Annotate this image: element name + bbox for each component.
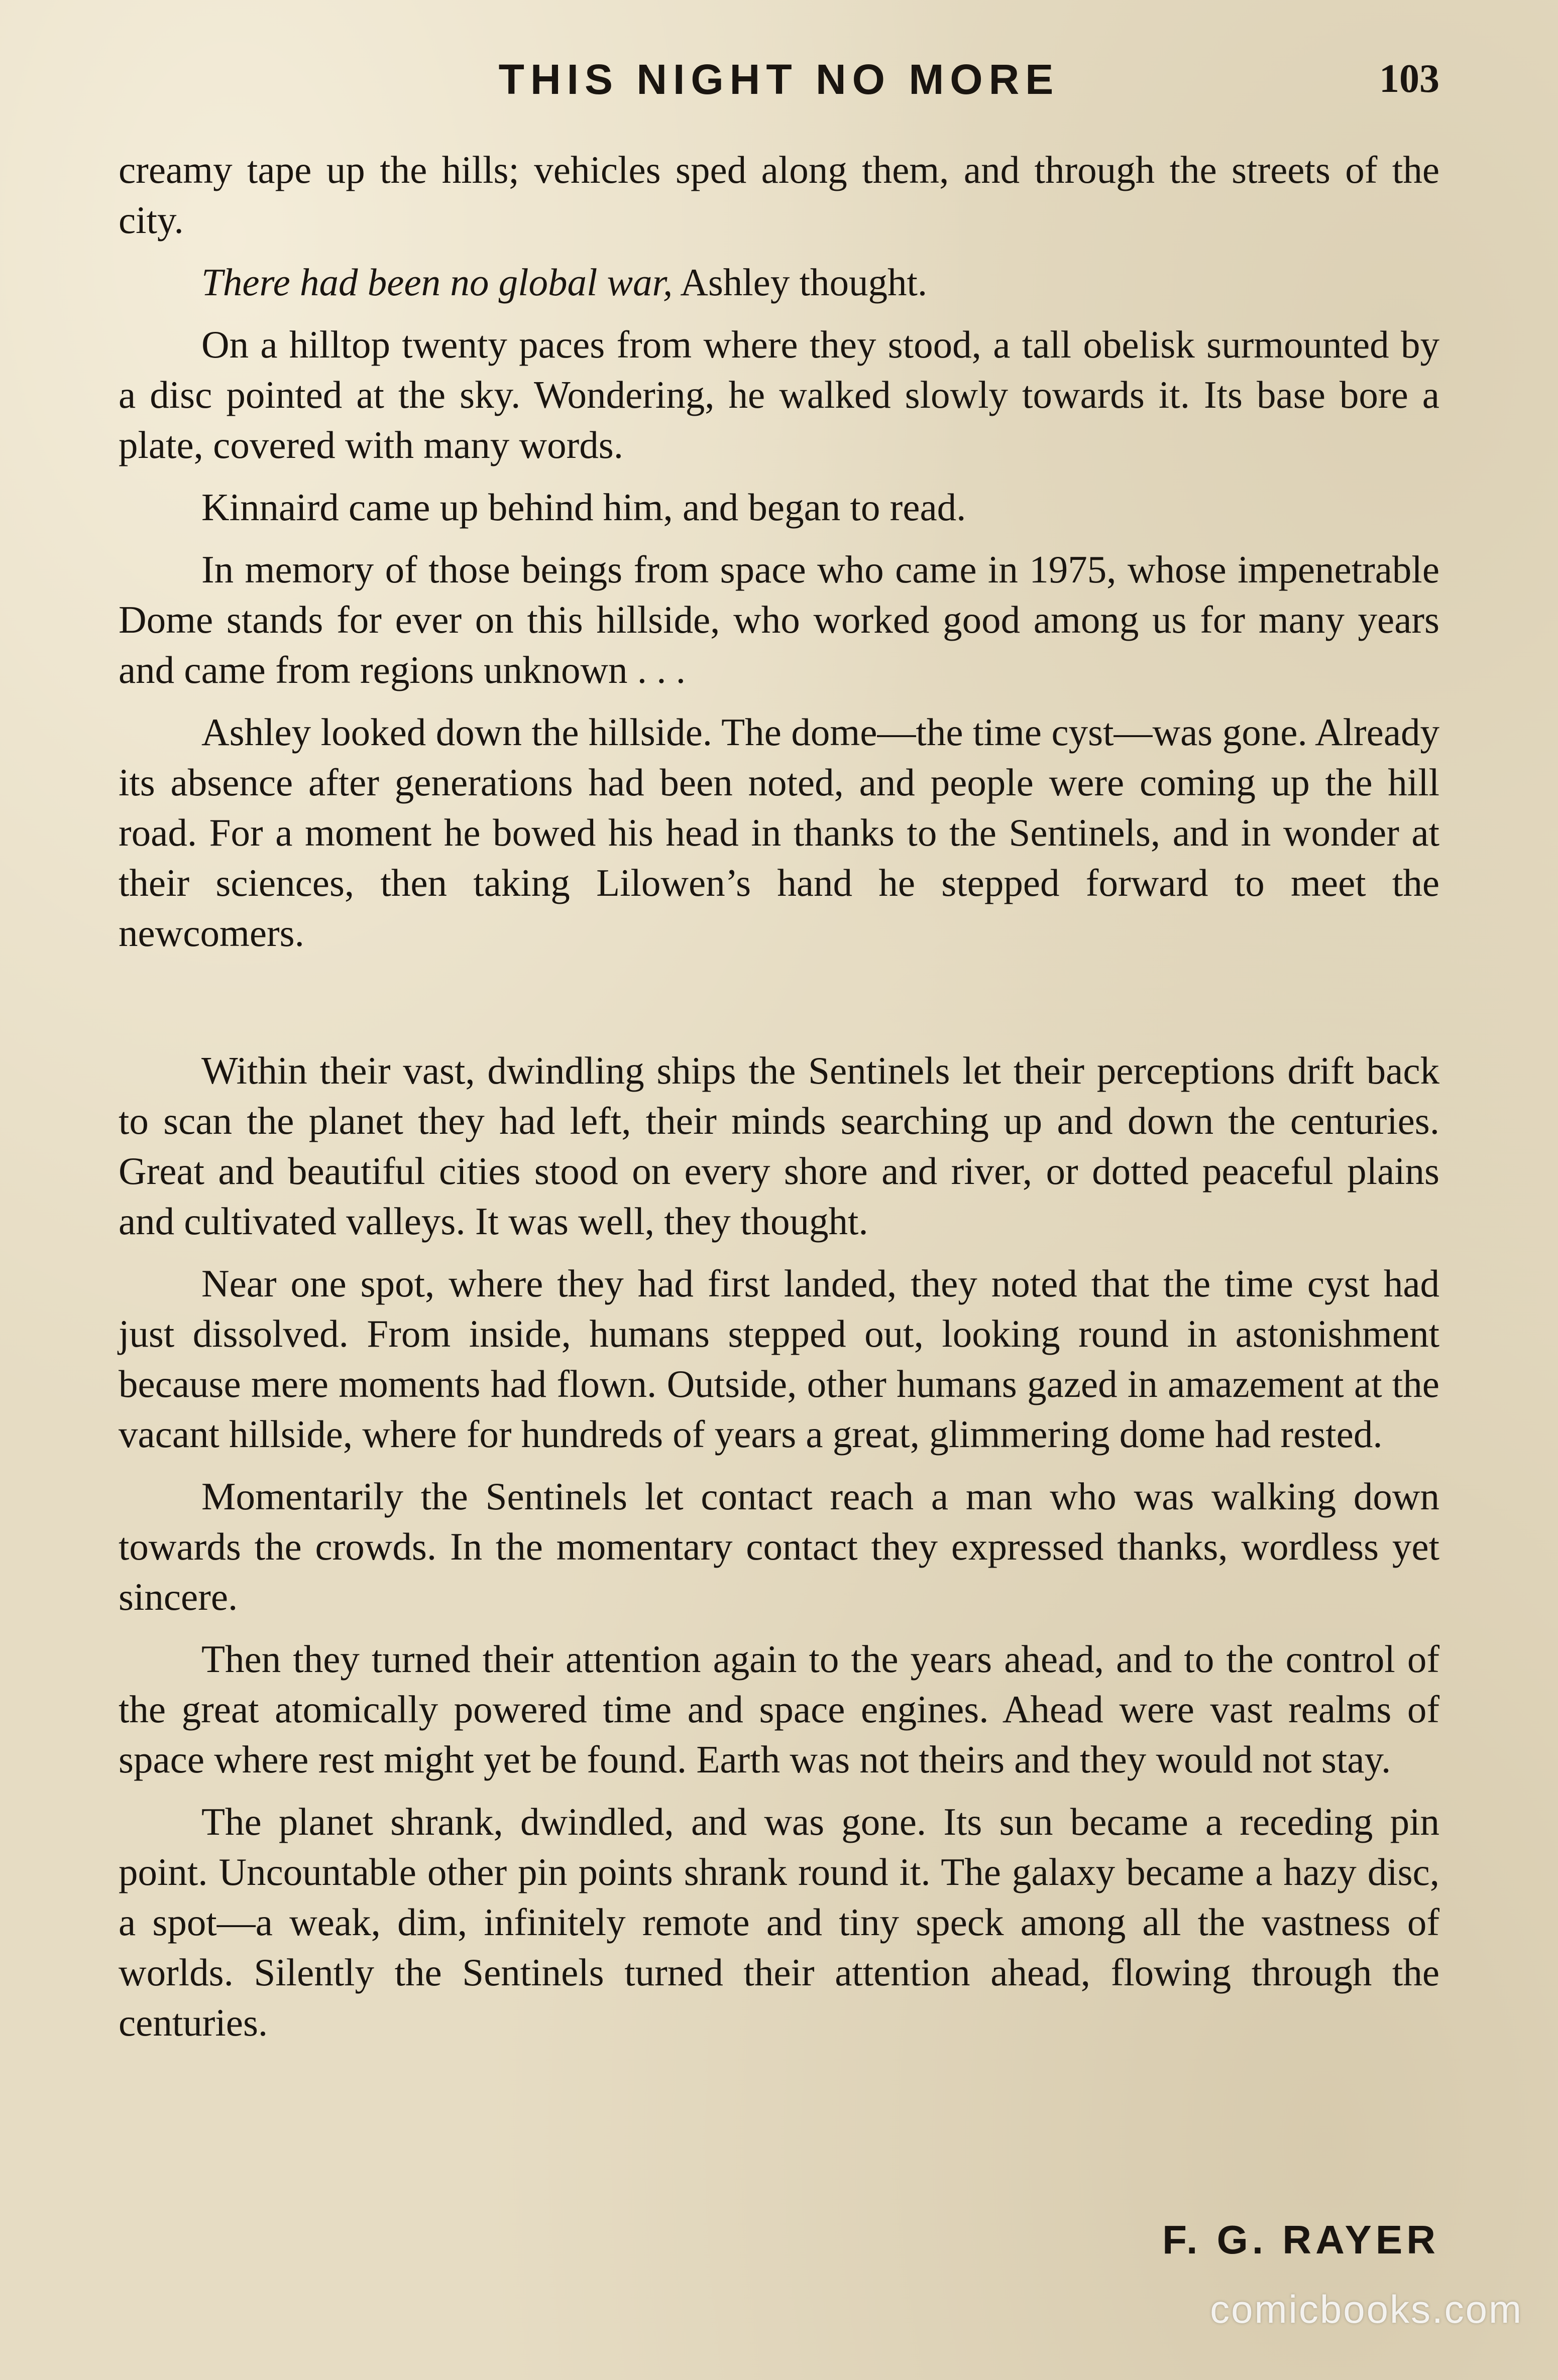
paragraph-obelisk: On a hilltop twenty paces from where they stood, a tall obelisk surmounted by a disc pointed at the sky. Wondering, he walked slowly towards it. Its base bore a plate, covered with many words.: [119, 323, 1439, 466]
page-header: [119, 50, 1439, 115]
section-break: [119, 970, 1439, 1045]
paragraph-sentinels-ships: Within their vast, dwindling ships the Sentinels let their perceptions drift back to scan the planet they had left, their minds searching up and down the centuries. Great and beautiful cities stood on every shore and river, or dotted peaceful plains and cultivated valleys. It was well, they thought.: [119, 1049, 1439, 1243]
paragraph-kinnaird: Kinnaird came up behind him, and began to read.: [201, 486, 966, 529]
watermark: comicbooks.com: [1210, 2287, 1523, 2331]
author-byline: F. G. RAYER: [1162, 2217, 1439, 2262]
running-title: THIS NIGHT NO MORE: [498, 56, 1060, 103]
paragraph-thought: [119, 257, 1439, 307]
italic-thought: There had been no global war,: [201, 261, 673, 304]
paragraph-planet-shrank: The planet shrank, dwindled, and was gone. Its sun became a receding pin point. Uncountable other pin points shrank round it. The galaxy became a hazy disc, a spot—a weak, dim, infinitely remote and tiny speck among all the vastness of worlds. Silently the Sentinels turned their attention ahead, flowing through the centuries.: [119, 1800, 1439, 2044]
paragraph-continuation: creamy tape up the hills; vehicles sped along them, and through the streets of the city.: [119, 148, 1439, 242]
page-number: 103: [1379, 57, 1439, 101]
paragraph-thought-rest: Ashley thought.: [673, 261, 928, 304]
paragraph-plate-inscription: In memory of those beings from space who came in 1975, whose impenetrable Dome stands for ever on this hillside, who worked good among us for many years and came from regions unknown . . .: [119, 548, 1439, 691]
paragraph-time-cyst: Near one spot, where they had first landed, they noted that the time cyst had just dissolved. From inside, humans stepped out, looking round in astonishment because mere moments had flown. Outside, other humans gazed in amazement at the vacant hillside, where for hundreds of years a great, glimmering dome had rested.: [119, 1262, 1439, 1456]
paragraph-contact: Momentarily the Sentinels let contact reach a man who was walking down towards the crowds. In the momentary contact they expressed thanks, wordless yet sincere.: [119, 1475, 1439, 1618]
story-body: [119, 145, 1439, 2060]
paragraph-years-ahead: Then they turned their attention again to the years ahead, and to the control of the great atomically powered time and space engines. Ahead were vast realms of space where rest might yet be found. Earth was not theirs and they would not stay.: [119, 1637, 1439, 1781]
paragraph-dome-gone: Ashley looked down the hillside. The dome—the time cyst—was gone. Already its absence after generations had been noted, and people were coming up the hill road. For a moment he bowed his head in thanks to the Sentinels, and in wonder at their sciences, then taking Lilowen’s hand he stepped forward to meet the newcomers.: [119, 710, 1439, 955]
